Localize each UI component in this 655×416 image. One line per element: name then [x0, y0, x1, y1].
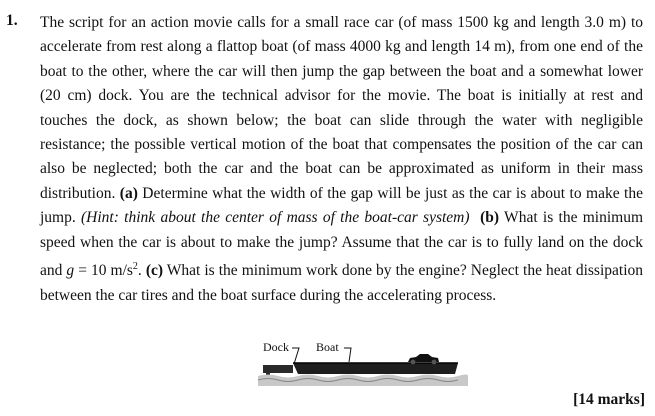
part-b-text: What is the minimum speed when the car is about to make the jump? Assume that the car is to fully land on the dock and: [40, 209, 644, 280]
car-rear-wheel: [432, 360, 437, 365]
g-value: = 10 m/s: [74, 262, 133, 280]
part-a-text: Determine what the width of the gap will be just as the car is about to make the jump.: [40, 184, 643, 227]
marks-label: [14 marks]: [573, 391, 645, 408]
part-b-label: (b): [480, 209, 500, 227]
question-number: 1.: [6, 12, 18, 29]
part-c-text: What is the minimum work done by the engine? Neglect the heat dissipation between the car tires and the boat surface during the accelerating process.: [40, 262, 643, 304]
boat-hull: [293, 363, 458, 374]
boat-dock-figure: [258, 336, 468, 386]
part-c-label: (c): [145, 262, 164, 280]
g-exponent: 2: [132, 261, 138, 273]
g-symbol: g: [66, 262, 75, 280]
water-surface: [258, 375, 468, 387]
dock-leader-line: [292, 348, 299, 364]
dock-label: Dock: [263, 340, 289, 354]
part-b-text-end: .: [137, 262, 146, 280]
car-front-wheel: [411, 360, 416, 365]
part-a-label: (a): [119, 184, 138, 202]
boat-leader-line: [344, 348, 351, 362]
question-intro: The script for an action movie calls for a small race car (of mass 1500 kg and length 3.0 m) to accelerate from rest along a flattop boat (of mass 4000 kg and length 14 m), from one end of the boat to the other, where the car will then jump the gap between the boat and a somewhat lower (20 cm) dock. You are the technical advisor for the movie. The boat is initially at rest and touches the dock, as shown below; the boat can slide through the water with negligible resistance; the possible vertical motion of the boat that compensates the position of the car can also be neglected; both the car and the boat can be approximated as uniform in their mass distribution.: [40, 14, 643, 202]
question-text: [40, 11, 643, 308]
hint-text: (Hint: think about the center of mass of the boat-car system): [81, 209, 470, 227]
dock-shape: [263, 365, 293, 373]
boat-label: Boat: [316, 340, 339, 354]
